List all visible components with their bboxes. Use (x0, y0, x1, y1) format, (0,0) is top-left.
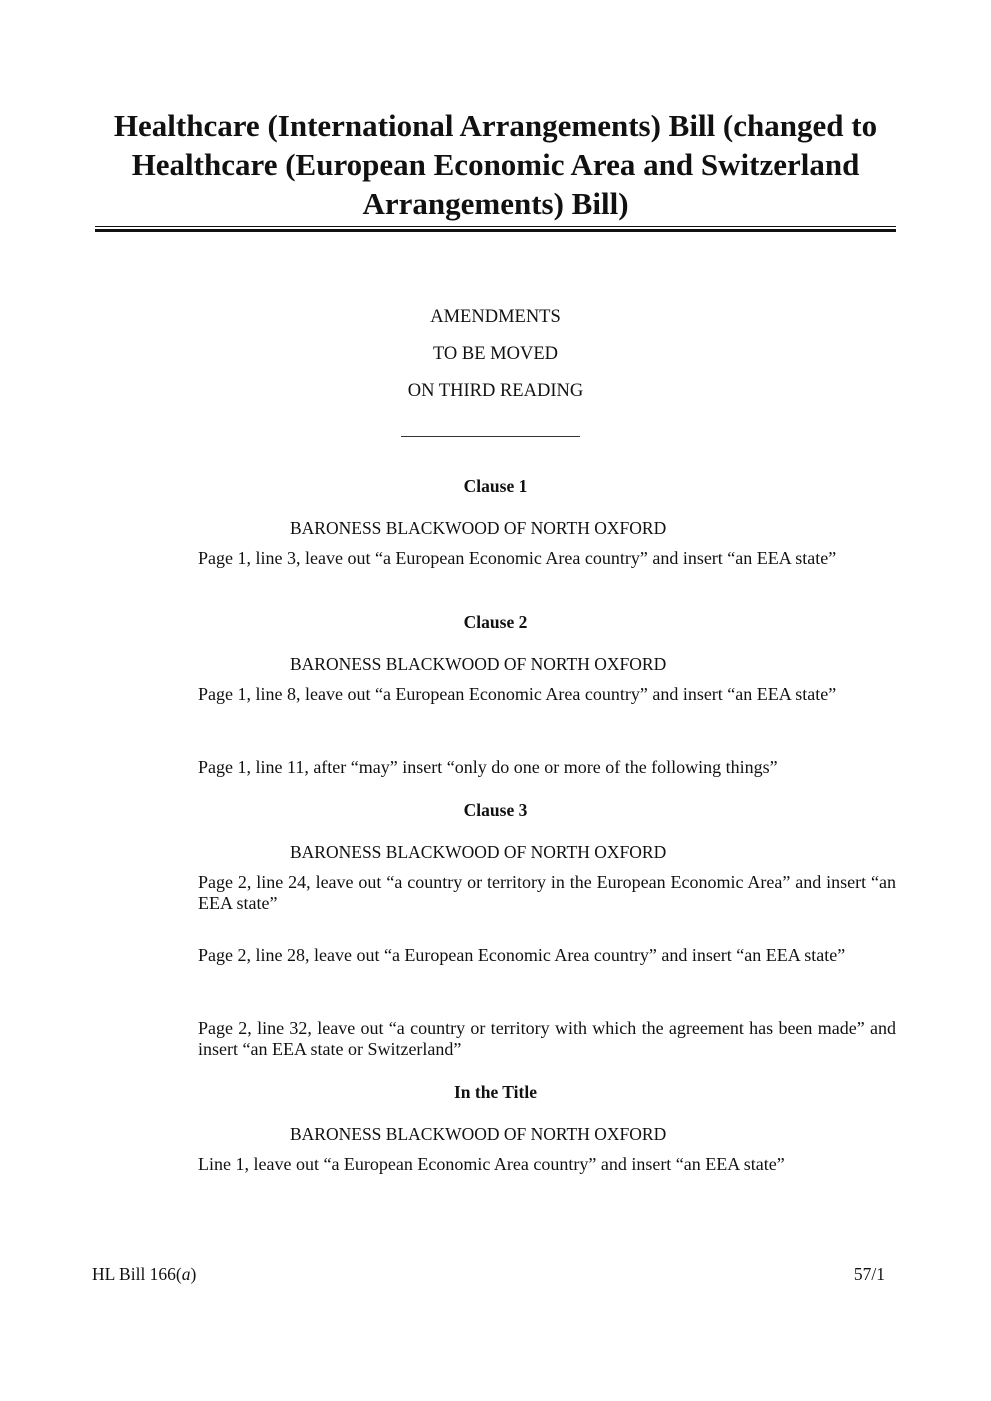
amendment-text: Page 1, line 3, leave out “a European Economic Area country” and insert “an EEA state” (198, 548, 837, 568)
amendment-text: Page 2, line 24, leave out “a country or territory in the European Economic Area” and insert “an EEA state” (198, 872, 896, 913)
heading-line-1: AMENDMENTS (430, 307, 561, 327)
section-heading-clause-3: Clause 3 (463, 800, 528, 820)
document-title: Healthcare (International Arrangements) Bill (changed to Healthcare (European Economic Area and Switzerland Arrangements) Bill) (113, 108, 878, 221)
amendment-mover: BARONESS BLACKWOOD OF NORTH OXFORD (290, 518, 667, 538)
bill-number-prefix: HL Bill 166( (92, 1264, 182, 1284)
amendment-text: Page 1, line 11, after “may” insert “only do one or more of the following things” (198, 757, 778, 777)
section-heading-clause-1: Clause 1 (463, 476, 528, 496)
amendment-mover: BARONESS BLACKWOOD OF NORTH OXFORD (290, 1124, 667, 1144)
amendment-mover: BARONESS BLACKWOOD OF NORTH OXFORD (290, 842, 667, 862)
amendment-text: Line 1, leave out “a European Economic Area country” and insert “an EEA state” (198, 1154, 785, 1174)
bill-number-close: ) (190, 1264, 197, 1284)
heading-line-3: ON THIRD READING (407, 381, 584, 401)
amendment-mover: BARONESS BLACKWOOD OF NORTH OXFORD (290, 654, 667, 674)
bill-number (92, 1263, 196, 1285)
amendment-text: Page 1, line 8, leave out “a European Economic Area country” and insert “an EEA state” (198, 684, 837, 704)
amendment-text: Page 2, line 28, leave out “a European Economic Area country” and insert “an EEA state” (198, 945, 846, 965)
amendment-text: Page 2, line 32, leave out “a country or territory with which the agreement has been made” and insert “an EEA state or Switzerland” (198, 1018, 896, 1059)
separator-rule (401, 436, 580, 437)
bill-number-suffix: a (181, 1264, 191, 1284)
section-heading-clause-2: Clause 2 (463, 612, 528, 632)
section-heading-title: In the Title (454, 1082, 537, 1102)
title-rule-thick (95, 229, 896, 232)
heading-line-2: TO BE MOVED (432, 344, 559, 364)
page-reference: 57/1 (853, 1264, 885, 1284)
title-rule-thin (95, 226, 896, 227)
